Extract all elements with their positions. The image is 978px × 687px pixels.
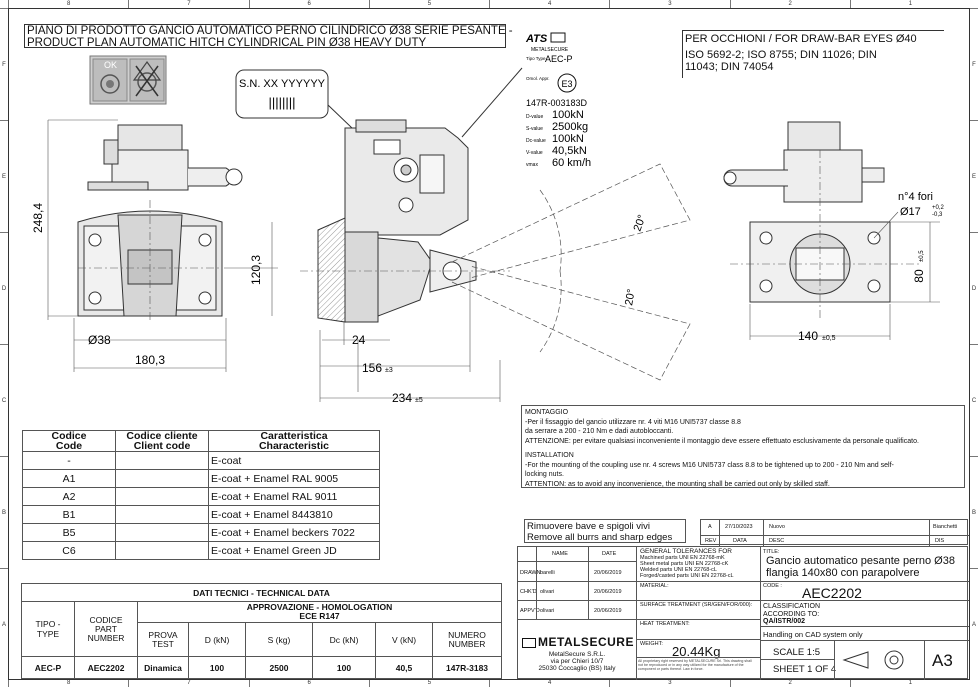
- company-name: MetalSecure S.R.L.: [548, 651, 606, 658]
- cell-char: E-coat + Enamel RAL 9005: [209, 470, 380, 488]
- hole-tol-upper: +0,2: [932, 205, 944, 211]
- variant-codes-table: [22, 430, 380, 560]
- company-logo: [522, 635, 634, 649]
- serial-number-text: S.N. XX YYYYYY: [238, 78, 326, 90]
- plate-row-value: 2500kg: [552, 121, 589, 133]
- col-prova-l1: PROVA: [148, 629, 178, 640]
- col-code-l1: CODICE: [89, 614, 123, 625]
- plate-row-value: 60 km/h: [552, 157, 592, 169]
- cell-code: A2: [23, 488, 116, 506]
- cell-code: B1: [23, 506, 116, 524]
- e-mark: E3: [561, 79, 573, 89]
- weight-label: WEIGHT:: [640, 641, 663, 647]
- zone-label: D: [0, 232, 8, 344]
- mont-line: locking nuts.: [525, 471, 564, 478]
- header-line: Codice cliente: [126, 430, 198, 442]
- weight-value: 20.44Kg: [672, 644, 721, 659]
- cell-tipo: AEC-P: [22, 657, 75, 679]
- usage-pictogram: [90, 56, 166, 104]
- zone-label: 7: [128, 679, 248, 687]
- revision-block: [700, 519, 968, 545]
- tb-appv-label: APPV'D: [520, 608, 540, 614]
- tb-appv-name: olivari: [540, 608, 555, 614]
- cell-client: [116, 488, 209, 506]
- zone-label: A: [970, 568, 978, 680]
- front-view: [48, 120, 278, 372]
- zone-label: 2: [730, 679, 850, 687]
- dim-140-tol: ±0,5: [822, 335, 836, 342]
- rev-desc: Nuovo: [769, 524, 785, 530]
- plate-row-value: 40,5kN: [552, 145, 587, 157]
- zone-label: 3: [609, 0, 729, 8]
- approval-l1: APPROVAZIONE - HOMOLOGATION: [246, 602, 393, 612]
- tol-line: Machined parts UNI EN 22768-mK: [640, 555, 725, 561]
- title-label: TITLE:: [763, 549, 780, 555]
- cell-number: 147R-3183: [433, 657, 502, 679]
- col-prova: [138, 623, 189, 657]
- dim-pin-diameter: Ø38: [88, 333, 111, 347]
- logo-text: METALSECURE: [538, 635, 634, 649]
- plate-row-value: 100kN: [552, 133, 584, 145]
- col-s: S (kg): [246, 623, 313, 657]
- sheet-value: SHEET 1 OF 4: [773, 664, 837, 675]
- angle-upper: 20°: [631, 213, 649, 234]
- col-code-header: [23, 431, 116, 452]
- mounting-instructions: [521, 405, 965, 488]
- zone-label: 2: [730, 0, 850, 8]
- classification: [763, 603, 820, 626]
- zone-label: 3: [609, 679, 729, 687]
- rev-header: DIS: [935, 538, 945, 544]
- scale-value: SCALE 1:5: [773, 647, 820, 658]
- rev-value: A: [708, 524, 712, 530]
- dim-total-height: 248,4: [31, 202, 45, 234]
- plate-sub: METALSECURE: [531, 47, 569, 53]
- header-line: Client code: [133, 440, 191, 452]
- burrs-line: Rimuovere bave e spigoli vivi: [527, 521, 651, 532]
- ok-label: OK: [104, 60, 118, 70]
- cell-prova: Dinamica: [138, 657, 189, 679]
- code-label: CODE :: [763, 583, 782, 589]
- tol-line: Sheet metal parts UNI EN 22768-cK: [640, 561, 729, 567]
- title-block: [517, 546, 968, 679]
- dim-24: 24: [352, 333, 366, 347]
- col-code: [75, 602, 138, 657]
- mont-line: MONTAGGIO: [525, 409, 569, 416]
- part-title-l1: Gancio automatico pesante perno Ø38: [766, 555, 955, 567]
- col-d: D (kN): [189, 623, 246, 657]
- company-addr: 25030 Coccaglio (BS) Italy: [538, 665, 616, 672]
- dim-pin-height: 120,3: [249, 254, 263, 286]
- tb-chk-date: 20/06/2019: [594, 589, 622, 595]
- mont-line: INSTALLATION: [525, 452, 574, 459]
- zone-label: 6: [249, 679, 369, 687]
- col-prova-l2: TEST: [152, 638, 174, 649]
- burrs-note: [524, 519, 686, 543]
- side-view: [300, 120, 510, 402]
- heat-label: HEAT TREATMENT:: [640, 621, 690, 627]
- company-address: [518, 651, 636, 672]
- dim-80-tol: ±0,5: [919, 250, 925, 262]
- tb-header: NAME: [552, 551, 568, 557]
- rights-note: All proprietary right reserved by METALSECURE Srl. This drawing shall not be reproduced or in any way utilized for the manufacture of the component or parts thereof. Law in force.: [638, 659, 752, 671]
- tb-drawn-label: DRAWN: [520, 570, 541, 576]
- table-row: [23, 452, 380, 470]
- plate-row-key: vmax: [526, 162, 538, 168]
- zone-label: 4: [489, 0, 609, 8]
- tol-line: Welded parts UNI EN 22768-cL: [640, 567, 717, 573]
- cell-dc: 100: [313, 657, 376, 679]
- cell-client: [116, 524, 209, 542]
- col-tipo: TIPO - TYPE: [22, 602, 75, 657]
- col-number: [433, 623, 502, 657]
- col-approval: [138, 602, 502, 623]
- cell-char: E-coat + Enamel RAL 9011: [209, 488, 380, 506]
- zone-label: C: [970, 344, 978, 456]
- technical-data-table: [21, 583, 502, 679]
- col-number-l2: NUMBER: [448, 638, 486, 649]
- table-row: [23, 542, 380, 560]
- cell-code: A1: [23, 470, 116, 488]
- plate-row-key: Dc-value: [526, 138, 546, 144]
- table-row: [23, 524, 380, 542]
- angle-lower: 20°: [623, 288, 638, 307]
- plate-row-key: V-value: [526, 150, 543, 156]
- cell-client: [116, 542, 209, 560]
- cell-d: 100: [189, 657, 246, 679]
- title-line-it: PIANO DI PRODOTTO GANCIO AUTOMATICO PERNO CILINDRICO Ø38 SERIE PESANTE -: [27, 25, 513, 37]
- cell-char: E-coat + Enamel 8443810: [209, 506, 380, 524]
- cell-code: AEC2202: [75, 657, 138, 679]
- zone-label: 1: [850, 679, 970, 687]
- eyes-note-line: ISO 5692-2; ISO 8755; DIN 11026; DIN: [685, 49, 877, 61]
- mont-line: -For the mounting of the coupling use nr. 4 screws M16 UNI5737 class 8.8 to be tightened up to 200 - 210 Nm and self-: [525, 461, 894, 469]
- zone-label: C: [0, 344, 8, 456]
- sheet-size: A3: [932, 651, 953, 670]
- dim-width: 180,3: [134, 353, 166, 367]
- header-line: Caratteristica: [260, 430, 328, 442]
- zone-label: 1: [850, 0, 970, 8]
- eyes-note-line: PER OCCHIONI / FOR DRAW-BAR EYES Ø40: [685, 33, 917, 45]
- rev-author: Bianchetti: [933, 524, 958, 530]
- class-line: QA/ISTR/002: [763, 618, 806, 625]
- header-line: Codice: [51, 430, 87, 442]
- tb-appv-date: 20/06/2019: [594, 608, 622, 614]
- rev-header: DESC: [769, 538, 785, 544]
- cell-client: [116, 452, 209, 470]
- zone-label: E: [0, 120, 8, 232]
- tb-drawn-date: 20/06/2019: [594, 570, 622, 576]
- projection-symbol: [838, 644, 920, 676]
- cell-s: 2500: [246, 657, 313, 679]
- tb-chk-label: CHK'D: [520, 589, 537, 595]
- tech-table-title: DATI TECNICI - TECHNICAL DATA: [22, 584, 502, 602]
- col-char-header: [209, 431, 380, 452]
- part-code: AEC2202: [802, 585, 862, 601]
- col-client-header: [116, 431, 209, 452]
- header-line: Characteristic: [258, 440, 330, 452]
- class-line: CLASSIFICATION: [763, 603, 821, 610]
- burrs-line: Remove all burrs and sharp edges: [527, 532, 673, 543]
- serial-number-callout: [236, 70, 352, 128]
- plate-tipo-label: Tipo Type: [526, 56, 546, 61]
- cell-char: E-coat + Enamel Green JD: [209, 542, 380, 560]
- approval-l2: ECE R147: [299, 611, 340, 621]
- tol-line: GENERAL TOLERANCES FOR: [640, 548, 732, 555]
- hole-tol-lower: -0,3: [932, 212, 943, 218]
- dim-156-tol: ±3: [385, 367, 393, 374]
- zone-label: 5: [369, 0, 489, 8]
- zone-label: 5: [369, 679, 489, 687]
- dim-234-tol: ±5: [415, 397, 423, 404]
- mont-line: ATTENZIONE: per evitare qualsiasi inconveniente il montaggio deve essere effettuato esclusivamente da personale qualificato.: [525, 437, 919, 445]
- material-label: MATERIAL:: [640, 583, 669, 589]
- tb-drawn-name: barelli: [540, 570, 555, 576]
- cell-client: [116, 470, 209, 488]
- surface-label: SURFACE TREATMENT (SR/GEN/FOR/000):: [640, 602, 753, 608]
- class-line: ACCORDING TO:: [763, 610, 820, 618]
- zone-label: E: [970, 120, 978, 232]
- plate-approval: 147R-003183D: [526, 98, 588, 108]
- cell-char: E-coat: [209, 452, 380, 470]
- part-title: [766, 555, 955, 579]
- eyes-note-line: 11043; DIN 74054: [685, 61, 774, 73]
- title-line-en: PRODUCT PLAN AUTOMATIC HITCH CYLINDRICAL PIN Ø38 HEAVY DUTY: [27, 37, 427, 49]
- rotation-envelope: [452, 164, 690, 380]
- cell-client: [116, 506, 209, 524]
- zone-label: D: [970, 232, 978, 344]
- header-line: Code: [55, 440, 83, 452]
- tb-chk-name: olivari: [540, 589, 555, 595]
- cell-char: E-coat + Enamel beckers 7022: [209, 524, 380, 542]
- zone-label: F: [0, 8, 8, 120]
- general-tolerances: [640, 549, 734, 579]
- table-row: [23, 470, 380, 488]
- zone-label: 8: [8, 679, 128, 687]
- dim-234: 234: [392, 391, 413, 405]
- rev-header: DATA: [733, 538, 747, 544]
- tb-header: DATE: [602, 551, 617, 557]
- identification-plate: [462, 33, 591, 169]
- cell-v: 40,5: [376, 657, 433, 679]
- zone-label: 8: [8, 0, 128, 8]
- cell-code: C6: [23, 542, 116, 560]
- zone-label: B: [970, 456, 978, 568]
- tol-line: Forged/casted parts UNI EN 22768-cL: [640, 573, 734, 579]
- zone-label: 6: [249, 0, 369, 8]
- dim-156: 156: [362, 361, 383, 375]
- dim-140: 140: [798, 329, 819, 343]
- mont-line: da serrare a 200 - 210 Nm e dadi autobloccanti.: [525, 428, 674, 435]
- logo-icon: [522, 638, 536, 648]
- rev-header: REV: [705, 538, 717, 544]
- part-title-l2: flangia 140x80 con parapolvere: [766, 567, 920, 579]
- col-dc: Dc (kN): [313, 623, 376, 657]
- table-row: [22, 657, 502, 679]
- mont-line: -Per il fissaggio del gancio utilizzare nr. 4 viti M16 UNI5737 classe 8.8: [525, 418, 741, 426]
- cell-code: -: [23, 452, 116, 470]
- zone-label: 7: [128, 0, 248, 8]
- plate-row-value: 100kN: [552, 109, 584, 121]
- plate-omol-label: Omol. Appr.: [526, 76, 550, 81]
- barcode-glyph: ||||||||: [268, 95, 296, 110]
- dim-80: 80: [912, 269, 926, 283]
- zone-label: A: [0, 568, 8, 680]
- rev-date: 27/10/2023: [725, 524, 753, 530]
- table-row: [23, 506, 380, 524]
- table-row: [23, 488, 380, 506]
- cad-note: Handling on CAD system only: [763, 630, 863, 639]
- plate-row-key: S-value: [526, 126, 543, 132]
- hole-diameter: Ø17: [900, 206, 921, 218]
- col-v: V (kN): [376, 623, 433, 657]
- holes-count: n°4 fori: [898, 191, 933, 203]
- col-code-l2: PART NUMBER: [87, 623, 125, 643]
- plate-brand: ATS: [526, 33, 548, 45]
- zone-label: F: [970, 8, 978, 120]
- mont-line: ATTENTION: as to avoid any inconvenience, the mounting shall be carried out only by skilled staff.: [525, 480, 830, 488]
- plate-row-key: D-value: [526, 114, 544, 120]
- zone-label: B: [0, 456, 8, 568]
- col-number-l1: NUMERO: [448, 629, 486, 640]
- company-addr: via per Chieri 10/7: [550, 658, 604, 665]
- zone-label: 4: [489, 679, 609, 687]
- plate-tipo: AEC-P: [545, 54, 573, 64]
- cell-code: B5: [23, 524, 116, 542]
- rear-view: [724, 122, 940, 340]
